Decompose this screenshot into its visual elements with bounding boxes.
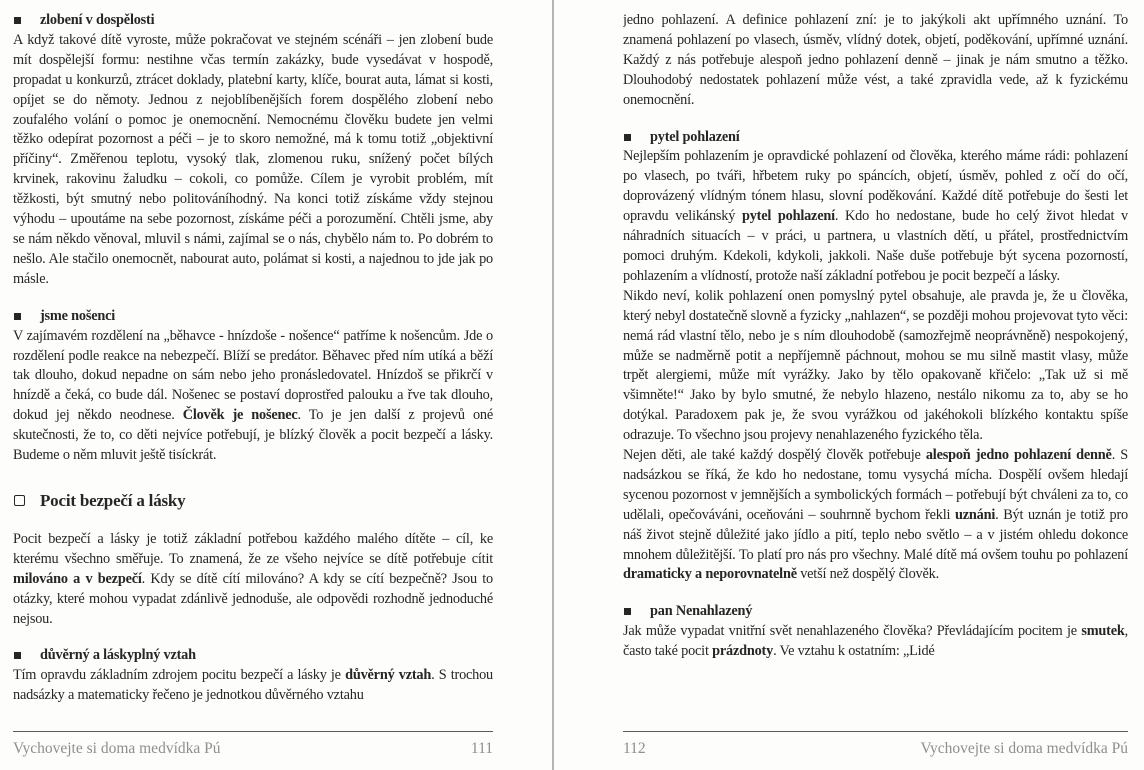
footer-page-number: 111 (470, 740, 493, 757)
paragraph (623, 287, 1128, 446)
heading-text: zlobení v dospělosti (40, 12, 155, 28)
text-run: . S nadsázkou se říká, že kdo ho nedostane, tomu vysychá mícha. Dospělí ovšem hledají sycenou pozornost v jemnějších a symbolických formách – potřebují být chváleni za to, co udělali, opečováváni, oceňováni – souhrnně bychom řekli (623, 447, 1128, 523)
open-square-bullet-icon (14, 495, 25, 506)
text-run: Tím opravdu základním zdrojem pocitu bezpečí a lásky je (13, 667, 346, 684)
filled-square-bullet-icon (14, 17, 21, 24)
subheading (623, 602, 1128, 622)
text-run: A když takové dítě vyroste, může pokračovat ve stejném scénáři – jen zlobení bude mít dospělejší formu: nestihne včas termín zakázky, bude vysedávat v hospodě, propadat u konkurzů, ztrácet doklady, platební karty, klíče, bourat auta, lámat si kosti, opíjet se do němoty. Jednou z nejoblíbenějších forem dospělého zlobení nebo zoufalého volání o pomoc je onemocnění. Nemocnému člověku budete jen velmi těžko odepírat pozornost a péči – je to skoro nemožné, má k tomu totiž „objektivní příčiny“. Změřenou teplotu, vysoký tlak, zlomenou ruku, snížený počet bílých krvinek, rakovinu žaludku – cokoli, co pomůže. Cílem je vyrobit problém, mít těžkosti, být smutný nebo politováníhodný. Na konci totiž získáme vždy stejnou výhodu – upoutáme na sebe pozornost, získáme péči a porozumění. Chtěli jsme, aby se nám někdo věnoval, mluvil s námi, zajímal se o nás, chybělo nám to. Po dobrém to nešlo. Ale stačilo onemocnět, nabourat auto, polámat si kosti, a najednou to jde jak po másle. (13, 31, 493, 287)
bold-text-run: smutek (1081, 623, 1125, 640)
text-run: Nikdo neví, kolik pohlazení onen pomyslný pytel obsahuje, ale pravda je, že u člověka, který nebyl dostatečně slovně a fyzicky „nahlazen“, se později mohou projevovat tyto věci: nemá rád vlastní tělo, nebo je s ním dlouhodobě (samozřejmě neoprávněně) nespokojený, může se nadměrně potit a nepříjemně páchnout, mohou se mu silně mastit vlasy, může trpět alergiemi, může mít vyrážky. Jako by tělo opakovaně křičelo: „Tak už si mě všimněte!“ Jako by bylo smutné, že nebylo hlazeno, nestálo nikomu za to, aby se ho dotýkal. Paradoxem pak je, že svou vyrážkou od jakéhokoli blízkého kontaktu spíše odrazuje. To všechno jsou projevy nenahlazeného fyzického těla. (623, 287, 1128, 444)
paragraph (623, 446, 1128, 585)
filled-square-bullet-icon (624, 134, 631, 141)
heading-text: Pocit bezpečí a lásky (40, 490, 186, 510)
subheading (13, 11, 493, 31)
text-run: , často také pocit (623, 623, 1128, 660)
page-right-body (623, 11, 1128, 724)
text-run: . S trochou nadsázky a matematicky řečeno je jednotkou důvěrného vztahu (13, 667, 493, 704)
paragraph (13, 530, 493, 630)
footer-book-title: Vychovejte si doma medvídka Pú (920, 740, 1128, 757)
text-run: . Být uznán je totiž pro náš život stejně důležité jako jídlo a pití, teplo nebo světlo – a v jistém ohledu dokonce mnohem důležitější. To platí pro nás pro všechny. Malé dítě má ovšem touhu po pohlazení (623, 506, 1128, 563)
bold-text-run: uznáni (955, 506, 996, 523)
heading-text: pan Nenahlazený (650, 603, 753, 620)
bold-text-run: prázdnoty (712, 643, 774, 660)
page-left (13, 0, 493, 770)
heading-text: jsme nošenci (40, 307, 116, 324)
subheading (623, 128, 1128, 148)
subheading (13, 307, 493, 327)
paragraph (13, 666, 493, 706)
paragraph (13, 31, 493, 290)
text-run: Nejen děti, ale také každý dospělý člověk potřebuje (623, 447, 926, 464)
page-right (623, 0, 1128, 770)
chapter-section-heading (13, 490, 493, 512)
bold-text-run: milováno a v bezpečí (13, 570, 142, 587)
filled-square-bullet-icon (624, 608, 631, 615)
page-right-footer (623, 731, 1128, 758)
text-run: . Kdy se dítě cítí milováno? A kdy se cítí bezpečně? Jsou to otázky, které mohou vypadat zdánlivě jednoduše, ale odpovědi rozhodně jednoduché nejsou. (13, 570, 493, 627)
page-left-body (13, 11, 493, 724)
subheading (13, 646, 493, 666)
filled-square-bullet-icon (14, 652, 21, 659)
bold-text-run: pytel pohlazení (741, 208, 835, 225)
paragraph (623, 11, 1128, 111)
bold-text-run: dramaticky a neporovnatelně (623, 566, 797, 583)
text-run: . Kdo ho nedostane, bude ho celý život hledat v náhradních situacích – v práci, u partnera, u vlastních dětí, u přátel, prostřednictvím pomoci druhým. Kdekoli, kdykoli, jakkoli. Naše duše potřebuje být sycena pozorností, pohlazením a vlídností, protože naší základní potřebou je pocit bezpečí a lásky. (623, 208, 1128, 284)
footer-page-number: 112 (623, 740, 646, 757)
text-run: Pocit bezpečí a lásky je totiž základní potřebou každého malého dítěte – cíl, ke kterému všechno směřuje. To znamená, že ze všeho nejvíce se dítě potřebuje cítit (13, 530, 493, 567)
paragraph (623, 622, 1128, 662)
page-divider-line (552, 0, 554, 770)
text-run: . To je jen další z projevů oné skutečnosti, že to, co děti nejvíce potřebují, je blízký člověk a pocit bezpečí a lásky. Budeme o něm mluvit ještě tisíckrát. (13, 407, 493, 464)
footer-book-title: Vychovejte si doma medvídka Pú (13, 740, 221, 757)
text-run: Nejlepším pohlazením je opravdické pohlazení od člověka, kterého máme rádi: pohlazení po vlasech, po tváři, hřbetem ruky po spáncích, objetí, úsměv, pohled z očí do očí, doprovázený vlídným tónem hlasu, slovní poděkování. Každé dítě potřebuje do šesti let opravdu velikánský (623, 148, 1128, 225)
text-run: jedno pohlazení. A definice pohlazení zní: je to jakýkoli akt upřímného uznání. To znamená pohlazení po vlasech, úsměv, vlídný dotek, objetí, poděkování, upřímné uznání. Každý z nás potřebuje alespoň jedno pohlazení denně – jinak je nám smutno a těžko. Dlouhodobý nedostatek pohlazení může vést, a také zpravidla vede, až k fyzickému onemocnění. (623, 12, 1128, 108)
bold-text-run: alespoň jedno pohlazení denně (925, 447, 1112, 464)
text-run: . Ve vztahu k ostatním: „Lidé (773, 643, 935, 660)
filled-square-bullet-icon (14, 313, 21, 320)
heading-text: důvěrný a láskyplný vztah (40, 647, 196, 664)
text-run: Jak může vypadat vnitřní svět nenahlazeného člověka? Převládajícím pocitem je (623, 623, 1082, 640)
text-run: V zajímavém rozdělení na „běhavce - hnízdoše - nošence“ patříme k nošencům. Jde o rozdělení podle reakce na nebezpečí. Blíží se predátor. Běhavec před ním utíká a běží tak dlouho, dokud nepadne on sám nebo jeho pronásledovatel. Hnízdoš se přikrčí v hnízdě a čeká, co bude dál. Nošenec se postaví doprostřed palouku a řve tak dlouho, dokud jej někdo neodnese. (13, 327, 493, 424)
page-left-footer (13, 731, 493, 758)
text-run: vetší než dospělý člověk. (796, 566, 939, 583)
bold-text-run: důvěrný vztah (345, 667, 432, 684)
paragraph (13, 327, 493, 466)
paragraph (623, 147, 1128, 286)
bold-text-run: Člověk je nošenec (182, 407, 298, 424)
heading-text: pytel pohlazení (650, 128, 740, 145)
